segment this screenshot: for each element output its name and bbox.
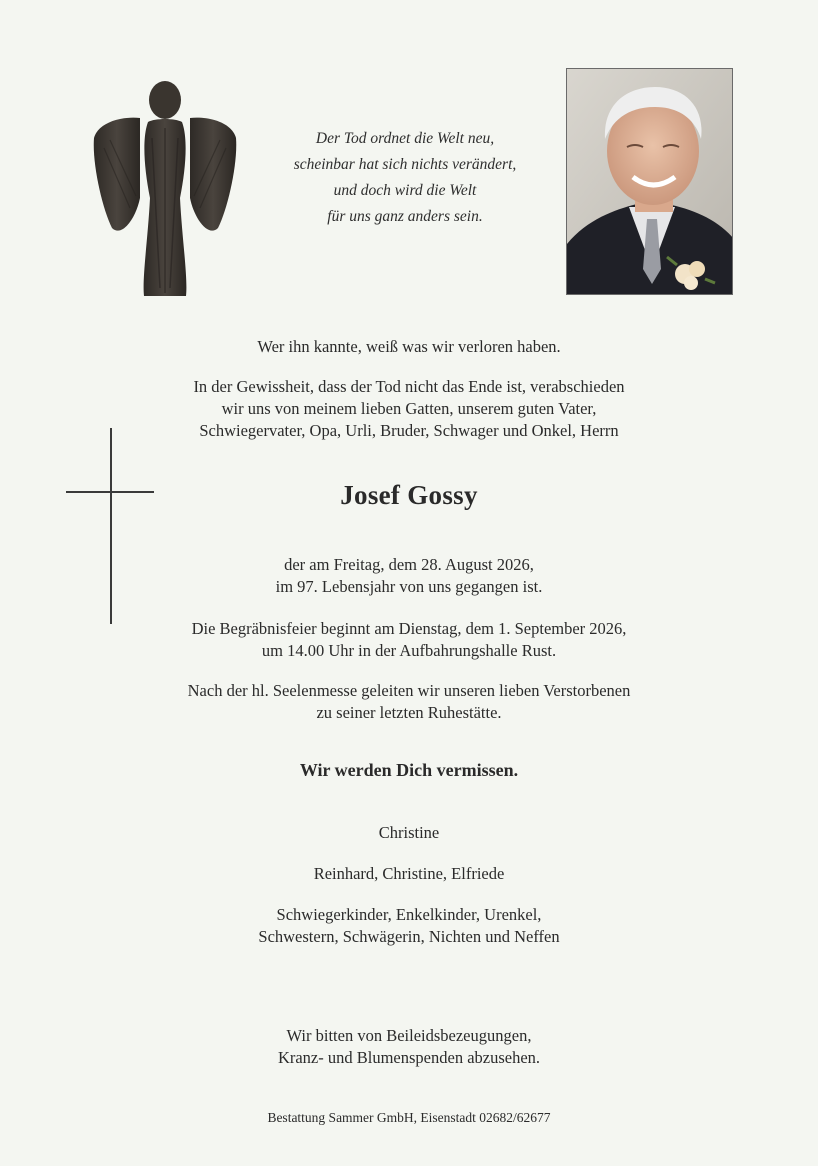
mourner-relatives <box>0 904 818 948</box>
funeral-home-footer: Bestattung Sammer GmbH, Eisenstadt 02682/62677 <box>267 1110 551 1125</box>
mourner-spouse <box>0 822 818 844</box>
funeral-line: um 14.00 Uhr in der Aufbahrungshalle Rust. <box>261 641 557 660</box>
mourner-line: Reinhard, Christine, Elfriede <box>313 864 505 883</box>
angel-figure-image <box>90 78 240 300</box>
funeral-info <box>0 618 818 662</box>
deceased-name: Josef Gossy <box>340 480 478 510</box>
condolence-request <box>0 1025 818 1069</box>
intro-text <box>0 336 818 358</box>
mourner-line: Schwestern, Schwägerin, Nichten und Neffen <box>258 927 560 946</box>
request-line: Kranz- und Blumenspenden abzusehen. <box>277 1048 541 1067</box>
announcement-line: Schwiegervater, Opa, Urli, Bruder, Schwager und Onkel, Herrn <box>199 421 619 440</box>
mass-info <box>0 680 818 724</box>
death-info <box>0 554 818 598</box>
intro-line: Wer ihn kannte, weiß was wir verloren haben. <box>257 337 561 356</box>
mass-line: Nach der hl. Seelenmesse geleiten wir unseren lieben Verstorbenen <box>187 681 631 700</box>
funeral-line: Die Begräbnisfeier beginnt am Dienstag, dem 1. September 2026, <box>191 619 627 638</box>
mourner-children <box>0 863 818 885</box>
mourner-line: Christine <box>378 823 440 842</box>
announcement-text <box>0 376 818 442</box>
quote-line: Der Tod ordnet die Welt neu, <box>315 130 495 147</box>
quote-line: scheinbar hat sich nichts verändert, <box>293 156 517 173</box>
quote-line: und doch wird die Welt <box>333 182 477 199</box>
portrait-photo <box>566 68 733 295</box>
memorial-quote <box>270 126 540 230</box>
quote-line: für uns ganz anders sein. <box>327 208 483 225</box>
request-line: Wir bitten von Beileidsbezeugungen, <box>286 1026 532 1045</box>
death-line: der am Freitag, dem 28. August 2026, <box>284 555 534 574</box>
death-line: im 97. Lebensjahr von uns gegangen ist. <box>275 577 543 596</box>
announcement-line: wir uns von meinem lieben Gatten, unserem guten Vater, <box>221 399 597 418</box>
mourner-line: Schwiegerkinder, Enkelkinder, Urenkel, <box>276 905 542 924</box>
mass-line: zu seiner letzten Ruhestätte. <box>316 703 502 722</box>
closing-phrase: Wir werden Dich vermissen. <box>299 760 519 780</box>
announcement-line: In der Gewissheit, dass der Tod nicht das Ende ist, verabschieden <box>193 377 625 396</box>
